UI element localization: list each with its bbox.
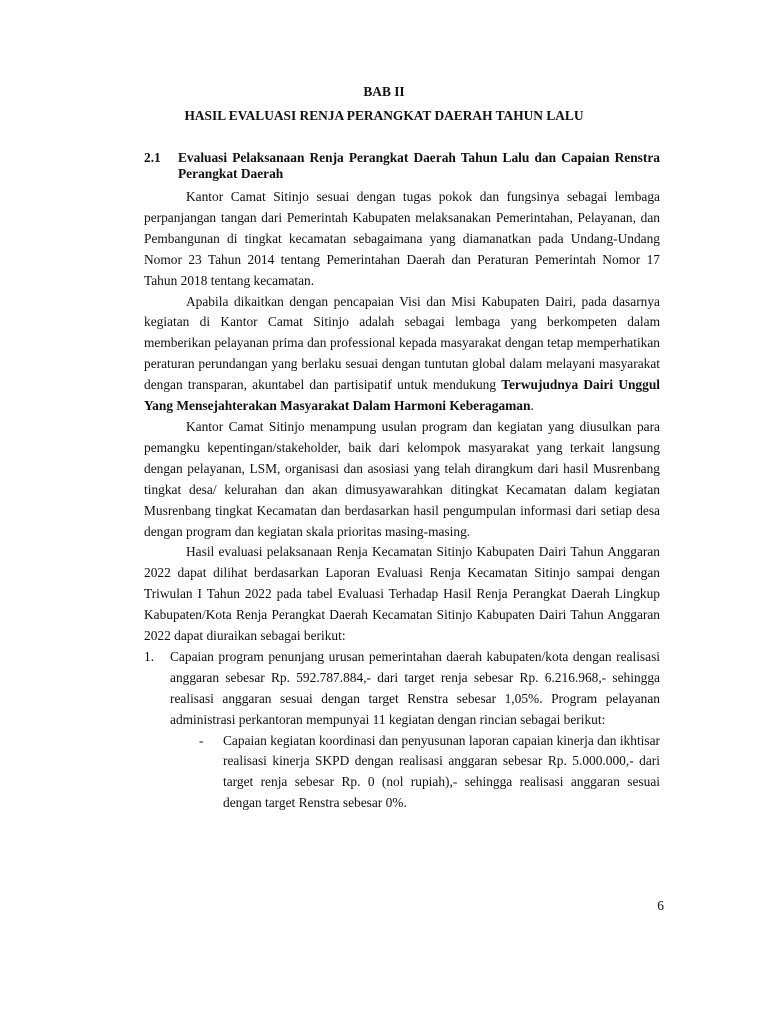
paragraph: Kantor Camat Sitinjo menampung usulan program dan kegiatan yang diusulkan para pemangku kepentingan/stakeholder, baik dari kelompok masyarakat yang terkait langsung dengan pelayanan, LSM, organisasi dan asosiasi yang telah dirangkum dari hasil Musrenbang tingkat desa/ kelurahan dan akan dimusyawarahkan ditingkat Kecamatan dalam kegiatan Musrenbang tingkat Kecamatan dan berdasarkan hasil pengumpulan informasi dari setiap desa dengan program dan kegiatan skala prioritas masing-masing.: [144, 418, 660, 539]
sub-list-item: [199, 731, 660, 815]
section-heading: [144, 150, 660, 182]
section-title: Evaluasi Pelaksanaan Renja Perangkat Daerah Tahun Lalu dan Capaian Renstra Perangkat Daerah: [178, 150, 660, 181]
list-item-text: Capaian kegiatan koordinasi dan penyusunan laporan capaian kinerja dan ikhtisar realisasi kinerja SKPD dengan realisasi anggaran sebesar Rp. 5.000.000,- dari target renja sebesar Rp. 0 (nol rupiah),- sehingga realisasi anggaran sesuai dengan target Renstra sebesar 0%.: [223, 732, 660, 811]
list-item: [144, 647, 660, 731]
list-marker: -: [199, 732, 204, 748]
list-item-text: Capaian program penunjang urusan pemerintahan daerah kabupaten/kota dengan realisasi anggaran sebesar Rp. 592.787.884,- dari target renja sebesar Rp. 6.216.968,- sehingga realisasi anggaran sesuai dengan target Renstra sebesar 1,05%. Program pelayanan administrasi perkantoran mempunyai 11 kegiatan dengan rincian sebagai berikut:: [170, 648, 660, 727]
list-marker: 1.: [144, 648, 155, 664]
paragraph: [144, 292, 660, 417]
chapter-title: HASIL EVALUASI RENJA PERANGKAT DAERAH TAHUN LALU: [184, 108, 584, 123]
document-body: [144, 187, 660, 814]
page-number: 6: [657, 898, 664, 913]
paragraph: Hasil evaluasi pelaksanaan Renja Kecamatan Sitinjo Kabupaten Dairi Tahun Anggaran 2022 dapat dilihat berdasarkan Laporan Evaluasi Renja Kecamatan Sitinjo sampai dengan Triwulan I Tahun 2022 pada tabel Evaluasi Terhadap Hasil Renja Perangkat Daerah Lingkup Kabupaten/Kota Renja Perangkat Daerah Kecamatan Sitinjo Kabupaten Dairi Tahun Anggaran 2022 dapat diuraikan sebagai berikut:: [144, 544, 660, 644]
paragraph: Kantor Camat Sitinjo sesuai dengan tugas pokok dan fungsinya sebagai lembaga perpanjangan tangan dari Pemerintah Kabupaten melaksanakan Pemerintahan, Pelayanan, dan Pembangunan di tingkat kecamatan sebagaimana yang diamanatkan pada Undang-Undang Nomor 23 Tahun 2014 tentang Pemerintahan Daerah dan Peraturan Pemerintah Nomor 17 Tahun 2018 tentang kecamatan.: [144, 189, 660, 288]
section-number: 2.1: [144, 150, 161, 165]
vision-statement: Terwujudnya Dairi Unggul Yang Mensejahterakan Masyarakat Dalam Harmoni Keberagaman: [144, 377, 660, 414]
paragraph-text: .: [530, 398, 534, 414]
chapter-number: BAB II: [363, 84, 405, 99]
paragraph-text: Apabila dikaitkan dengan pencapaian Visi dan Misi Kabupaten Dairi, pada dasarnya kegiatan di Kantor Camat Sitinjo adalah sebagai lembaga yang berkompeten dalam memberikan pelayanan prima dan professional kepada masyarakat dengan tetap memperhatikan peraturan perundangan yang berlaku sesuai dengan tuntutan global dalam melayani masyarakat dengan transparan, akuntabel dan partisipatif untuk mendukung: [144, 293, 660, 393]
